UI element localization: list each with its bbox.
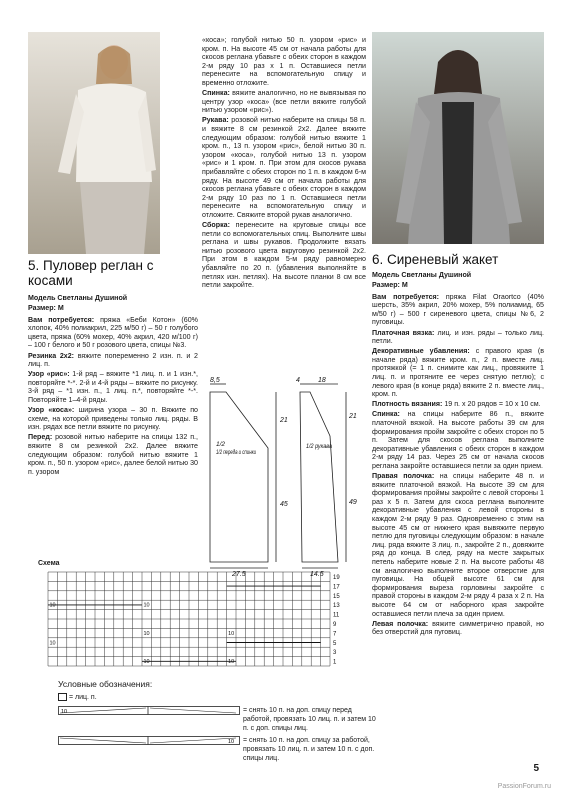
schema-cell-label: 10: [49, 640, 56, 647]
dim-front-body: 45: [280, 501, 288, 508]
schema-cell-label: 10: [143, 659, 150, 666]
legend-item-knit: = лиц. п.: [58, 693, 378, 702]
braid-chart: [40, 570, 342, 670]
pullover-needs: Вам потребуется: пряжа «Беби Котон» (60% хлопок, 40% полиакрил, 225 м/50 г) – 50 г голубого цвета, пряжа (60% мохер, 40% акрил, 420 м/100 г) – 100 г белого и 50 г розового цвета, спицы №3.: [28, 315, 198, 350]
center-sleeves: Рукава: розовой нитью наберите на спицы 58 п. и вяжите 8 см резинкой 2х2. Далее вяжите следующим образом: голубой нитью вяжите 1 кром. п., 13 п. узором «рис», белой нитью 30 п. узором «коса», голубой нитью 13 п. узором «рис» и 1 кром. п. При этом для скосов рукава прибавляйте с обеих сторон по 1 п. в каждом 6-м ряду. На высоте 49 см от начала работы для скосов реглана убавьте с обеих сторон в каждом 2-м ряду 10 раз по 1 п. Оставшиеся петли перенесите на вспомогательную спицу и отложите. Свяжите второй рукав аналогично.: [202, 116, 366, 219]
schema-title: Схема: [38, 560, 60, 567]
jacket-back: Спинка: на спицы наберите 86 п., вяжите платочной вязкой. На высоте работы 39 см для формирования пройм закройте с обеих сторон по 5 п. Затем для скосов реглана выполните декоративные убавления с обеих сторон в каждом 2-м ряду 14 раз. Через 25 см от начала скосов реглана закройте оставшиеся петли за один прием.: [372, 410, 544, 470]
schema-cell-label: 10: [228, 630, 235, 637]
schema-row-number: 19: [333, 575, 340, 581]
dim-front-top: 8,5: [210, 377, 220, 384]
center-assembly: Сборка: перенесите на круговые спицы все петли со вспомогательных спиц. Выполните швы реглана и швы рукавов. Продолжите вязать нитью розового цвета вкруговую резинкой 2х2. При этом в каждом 5-м ряду равномерно убавляйте по 20 п. (убавления выполняйте в петлях изн. петлях). На высоте планки 8 см все петли закройте.: [202, 220, 366, 290]
legend-item-cross-back: 10 = снять 10 п. на доп. спицу за работой, провязать 10 лиц. п. и затем 10 п. с доп. спицы лиц.: [58, 736, 378, 763]
schema-cell-label: 10: [228, 659, 235, 666]
model-figure-left: [28, 32, 160, 254]
legend-item-cross-front: 10 = снять 10 п. на доп. спицу перед работой, провязать 10 лиц. п. и затем 10 п. с доп. спицы лиц.: [58, 706, 378, 733]
schema-row-number: 5: [333, 640, 337, 647]
pullover-front: Перед: розовой нитью наберите на спицы 132 п., вяжите 8 см резинкой 2х2. Далее вяжите следующим образом: голубой нитью вяжите 1 кром. п., 50 п. узором «рис», далее белой нитью 30 п. узором: [28, 433, 198, 476]
dim-sleeve-top: 4: [296, 377, 300, 384]
cable-back-icon: [58, 736, 240, 745]
front-label: 1/2 переда и спинки: [216, 449, 277, 456]
jacket-model: Модель Светланы Душиной: [372, 271, 472, 279]
jacket-right-front: Правая полочка: на спицы наберите 48 п. и вяжите платочной вязкой. На высоте 39 см для формирования проймы закройте с левой стороны 1 раз х 5 п. Затем для скоса реглана выполните декоративные убавления с левой стороны в каждом 2-м ряду 9 раз. Одновременно с этим на высоте 45 см от нижнего края вывяжите первую петлю для пуговицы следующим образом: в начале лиц. ряда вяжите 3 лиц. п., закройте 2 п., довяжите ряд до конца. В след. ряду на месте закрытых петель наберите новые 2 п. На высоте работы 48 см аналогично выполните второе отверстие для пуговицы. На общей высоте 61 см для формирования выреза горловины закройте с правой стороны в каждом 2-м ряду 4 раза х 2 п. На высоте 64 см от наборного края закройте оставшиеся петли плеча за один прием.: [372, 472, 545, 618]
dim-front-raglan: 21: [280, 417, 288, 424]
svg-text:10: 10: [61, 709, 68, 715]
pullover-size: Размер: М: [28, 304, 64, 313]
front-label-1: 1/2: [216, 441, 226, 448]
jacket-left-front: Левая полочка: вяжите симметрично правой, но без отверстий для пуговиц.: [372, 619, 544, 637]
center-back: Спинка: вяжите аналогично, но не вывязывая по центру узор «коса» (все петли вяжите голубой нитью узором «рис»).: [202, 89, 366, 115]
svg-text:10: 10: [228, 739, 235, 745]
schema-row-number: 11: [333, 612, 340, 619]
pattern-diagrams: [198, 376, 370, 576]
center-front-cont: «коса»; голубой нитью 50 п. узором «рис» и кром. п. На высоте 45 см от начала работы для скосов реглана убавьте с обеих сторон в каждом 2-м ряду 10 раз х 1 п. Оставшиеся петли перенесите на вспомогательную спицу и временно отложите.: [202, 36, 366, 87]
schema-row-number: 9: [333, 622, 337, 628]
dim-sleeve-top2: 18: [318, 377, 326, 384]
legend-title: Условные обозначения:: [58, 679, 153, 689]
photo-jacket: [372, 32, 544, 244]
photo-pullover: [28, 32, 160, 254]
schema-row-number: 1: [333, 659, 337, 666]
pullover-model: Модель Светланы Душиной: [28, 294, 128, 302]
schema-cell-label: 10: [143, 630, 150, 637]
jacket-needs: Вам потребуется: пряжа Filat Oraortco (40% шерсть, 35% акрил, 20% мохер, 5% полиамид, 65 м/50 г) – 500 г сиреневого цвета, спицы №6, 2 пуговицы.: [372, 292, 544, 327]
page-number: 5: [533, 763, 539, 774]
sleeve-label: 1/2 рукава: [306, 443, 333, 450]
pullover-braid: Узор «коса»: ширина узора – 30 п. Вяжите по схеме, на которой приведены только лиц. ряды. В изн. рядах все петли вяжите по рисунку.: [28, 406, 198, 432]
schema-row-number: 3: [333, 650, 337, 657]
schema-row-number: 15: [333, 593, 340, 600]
pullover-column: [28, 258, 198, 478]
schema-row-number: 17: [333, 584, 340, 591]
jacket-size: Размер: М: [372, 281, 408, 290]
jacket-plain: Платочная вязка: лиц. и изн. ряды – только лиц. петли.: [372, 328, 544, 346]
cable-front-icon: [58, 706, 240, 715]
jacket-column: [372, 252, 544, 638]
dim-sleeve-bottom: 14,5: [310, 571, 324, 576]
center-column: [202, 36, 366, 291]
pullover-rice: Узор «рис»: 1-й ряд – вяжите *1 лиц. п. и 1 изн.*, повторяйте *-*. 2-й и 4-й ряды – вяжите по рисунку. 3-й ряд – *1 изн. п., 1 лиц. п.*, повторяйте *-*. Повторяйте 1–4-й ряды.: [28, 370, 198, 405]
schema-cell-label: 10: [49, 602, 56, 609]
jacket-density: Плотность вязания: 19 п. х 20 рядов = 10 х 10 см.: [372, 400, 541, 409]
knit-square-icon: [58, 693, 67, 701]
schema-row-number: 13: [333, 603, 340, 610]
jacket-decor: Декоративные убавления: с правого края (в начале ряда) вяжите кром. п., 2 п. вместе лиц. протяжкой (= 1 п. снимите как лиц., провяжите 1 лиц. п. и протяните ее через снятую петлю); с левого края (в конце ряда) вяжите 2 п. вместе лиц., кром. п.: [372, 347, 545, 399]
dim-front-bottom: 27,5: [232, 571, 246, 576]
watermark: PassionForum.ru: [497, 783, 551, 790]
schema-row-number: 7: [333, 631, 337, 638]
jacket-title: 6. Сиреневый жакет: [372, 252, 499, 267]
dim-sleeve-length: 49: [349, 499, 357, 506]
pullover-rib: Резинка 2х2: вяжите попеременно 2 изн. п. и 2 лиц. п.: [28, 351, 198, 369]
model-figure-right: [372, 32, 544, 244]
pullover-title: 5. Пуловер реглан с косами: [28, 258, 154, 288]
schema-cell-label: 10: [143, 602, 150, 609]
dim-sleeve-raglan: 21: [349, 413, 357, 420]
legend: [58, 680, 378, 763]
